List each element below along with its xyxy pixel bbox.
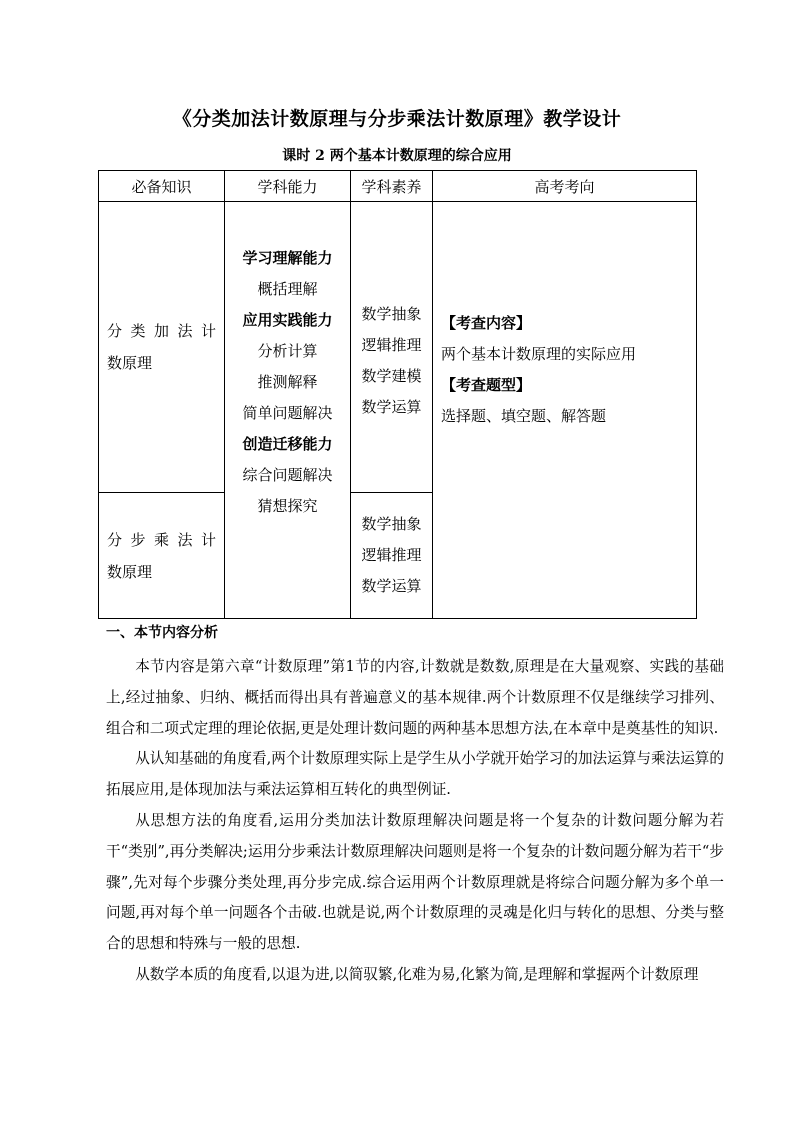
knowledge-line: 数原理 bbox=[107, 354, 153, 372]
ability-item: 猜想探究 bbox=[257, 496, 318, 515]
literacy-item: 数学抽象 bbox=[361, 305, 422, 323]
exam-cell bbox=[433, 202, 697, 619]
literacy-cell-2 bbox=[351, 493, 433, 619]
paragraph: 本节内容是第六章“计数原理”第1节的内容,计数就是数数,原理是在大量观察、实践的基础上,经过抽象、归纳、概括而得出具有普遍意义的基本规律.两个计数原理不仅是继续学习排列、组合和二项式定理的理论依据,更是处理计数问题的两种基本思想方法,在本章中是奠基性的知识. bbox=[106, 658, 724, 737]
paragraph: 从数学本质的角度看,以退为进,以简驭繁,化难为易,化繁为简,是理解和掌握两个计数原理 bbox=[135, 965, 699, 983]
exam-list bbox=[441, 308, 688, 432]
literacy-item: 数学运算 bbox=[361, 398, 422, 416]
knowledge-cell-1 bbox=[99, 202, 225, 493]
ability-item: 创造迁移能力 bbox=[242, 434, 333, 453]
header-literacy: 学科素养 bbox=[351, 171, 433, 202]
section-body bbox=[106, 652, 724, 991]
ability-item: 简单问题解决 bbox=[242, 403, 333, 422]
section-title: 一、本节内容分析 bbox=[106, 625, 218, 641]
document-title: 《分类加法计数原理与分步乘法计数原理》教学设计 bbox=[172, 108, 622, 130]
exam-item: 选择题、填空题、解答题 bbox=[441, 407, 607, 425]
paragraph: 从思想方法的角度看,运用分类加法计数原理解决问题是将一个复杂的计数问题分解为若干“类别”,再分类解决;运用分步乘法计数原理解决问题则是将一个复杂的计数问题分解为若干“步骤”,先对每个步骤分类处理,再分步完成.综合运用两个计数原理就是将综合问题分解为多个单一问题,再对每个单一问题各个击破.也就是说,两个计数原理的灵魂是化归与转化的思想、分类与整合的思想和特殊与一般的思想. bbox=[106, 811, 724, 953]
knowledge-2-text bbox=[107, 524, 216, 588]
ability-item: 应用实践能力 bbox=[242, 310, 333, 329]
knowledge-line: 分类加法计 bbox=[107, 322, 216, 340]
knowledge-line: 数原理 bbox=[107, 562, 153, 581]
literacy-list-1 bbox=[351, 299, 432, 423]
paragraph: 从认知基础的角度看,两个计数原理实际上是学生从小学就开始学习的加法运算与乘法运算的拓展应用,是体现加法与乘法运算相互转化的典型例证. bbox=[106, 750, 724, 799]
ability-item: 概括理解 bbox=[257, 279, 318, 298]
header-ability: 学科能力 bbox=[225, 171, 351, 202]
literacy-item: 逻辑推理 bbox=[361, 336, 422, 354]
exam-item: 【考查题型】 bbox=[441, 376, 532, 394]
exam-item: 两个基本计数原理的实际应用 bbox=[441, 345, 637, 363]
ability-item: 学习理解能力 bbox=[242, 248, 333, 267]
document-subtitle: 课时 2 两个基本计数原理的综合应用 bbox=[282, 148, 512, 164]
knowledge-1-text bbox=[107, 315, 216, 379]
literacy-item: 数学运算 bbox=[361, 577, 422, 595]
literacy-item: 数学建模 bbox=[361, 367, 422, 385]
knowledge-cell-2 bbox=[99, 493, 225, 619]
knowledge-line: 分步乘法计 bbox=[107, 530, 216, 549]
literacy-list-2 bbox=[351, 509, 432, 602]
exam-item: 【考查内容】 bbox=[441, 314, 532, 332]
literacy-item: 数学抽象 bbox=[361, 515, 422, 533]
overview-table bbox=[98, 170, 697, 619]
header-knowledge: 必备知识 bbox=[99, 171, 225, 202]
literacy-item: 逻辑推理 bbox=[361, 546, 422, 564]
ability-item: 综合问题解决 bbox=[242, 465, 333, 484]
ability-list bbox=[225, 243, 350, 522]
ability-item: 推测解释 bbox=[257, 372, 318, 391]
literacy-cell-1 bbox=[351, 202, 433, 493]
header-exam: 高考考向 bbox=[433, 171, 697, 202]
ability-cell bbox=[225, 202, 351, 619]
ability-item: 分析计算 bbox=[257, 341, 318, 360]
